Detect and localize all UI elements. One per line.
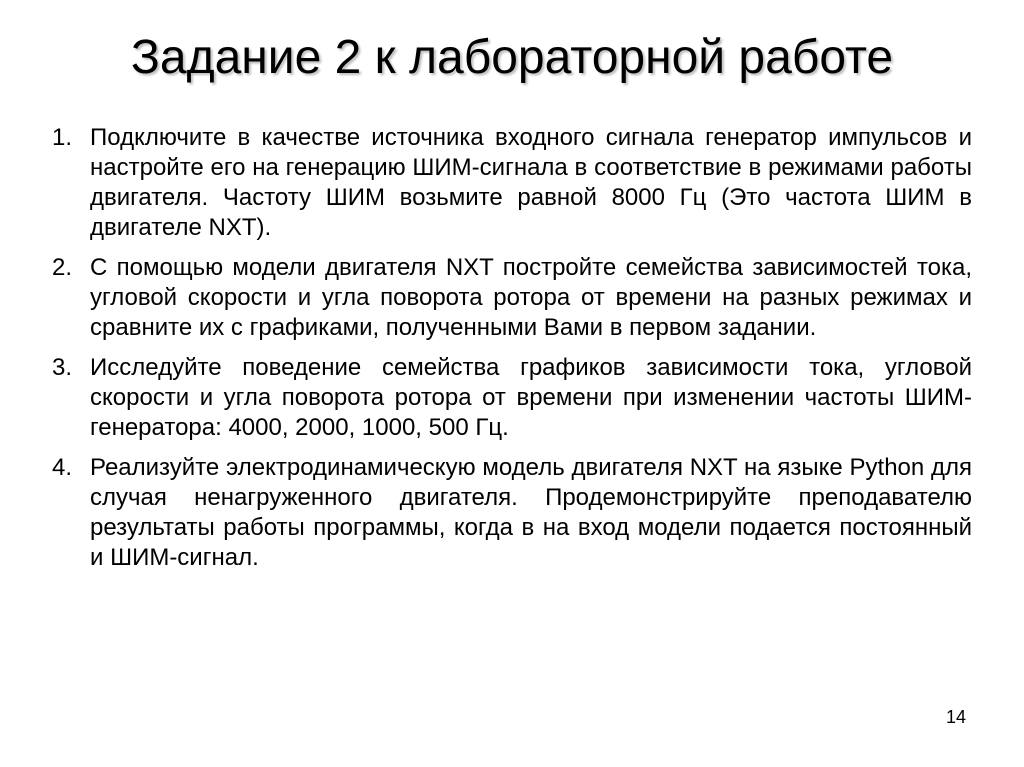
task-text: С помощью модели двигателя NXT постройте семейства зависимостей тока, угловой скорости и угла поворота ротора от времени на разных режимах и сравните их с графиками, полученными Вами в первом задании. — [90, 254, 972, 341]
task-item — [52, 353, 972, 443]
task-text: Подключите в качестве источника входного сигнала генератор импульсов и настройте его на генерацию ШИМ-сигнала в соответствие в режимами работы двигателя. Частоту ШИМ возьмите равной 8000 Гц (Это частота ШИМ в двигателе NXT). — [90, 124, 972, 241]
page-number: 14 — [945, 707, 966, 727]
task-item — [52, 453, 972, 573]
task-item — [52, 123, 972, 243]
task-number: 2. — [52, 254, 73, 281]
task-list — [52, 123, 972, 583]
task-item — [52, 253, 972, 343]
task-number: 3. — [52, 354, 73, 381]
slide-title: Задание 2 к лабораторной работе — [130, 31, 894, 84]
task-number: 4. — [52, 454, 73, 481]
task-text: Исследуйте поведение семейства графиков зависимости тока, угловой скорости и угла поворота ротора от времени при изменении частоты ШИМ-генератора: 4000, 2000, 1000, 500 Гц. — [90, 354, 972, 441]
task-number: 1. — [52, 124, 73, 151]
task-text: Реализуйте электродинамическую модель двигателя NXT на языке Python для случая ненагруженного двигателя. Продемонстрируйте преподавателю результаты работы программы, когда в на вход модели подается постоянный и ШИМ-сигнал. — [90, 454, 972, 571]
